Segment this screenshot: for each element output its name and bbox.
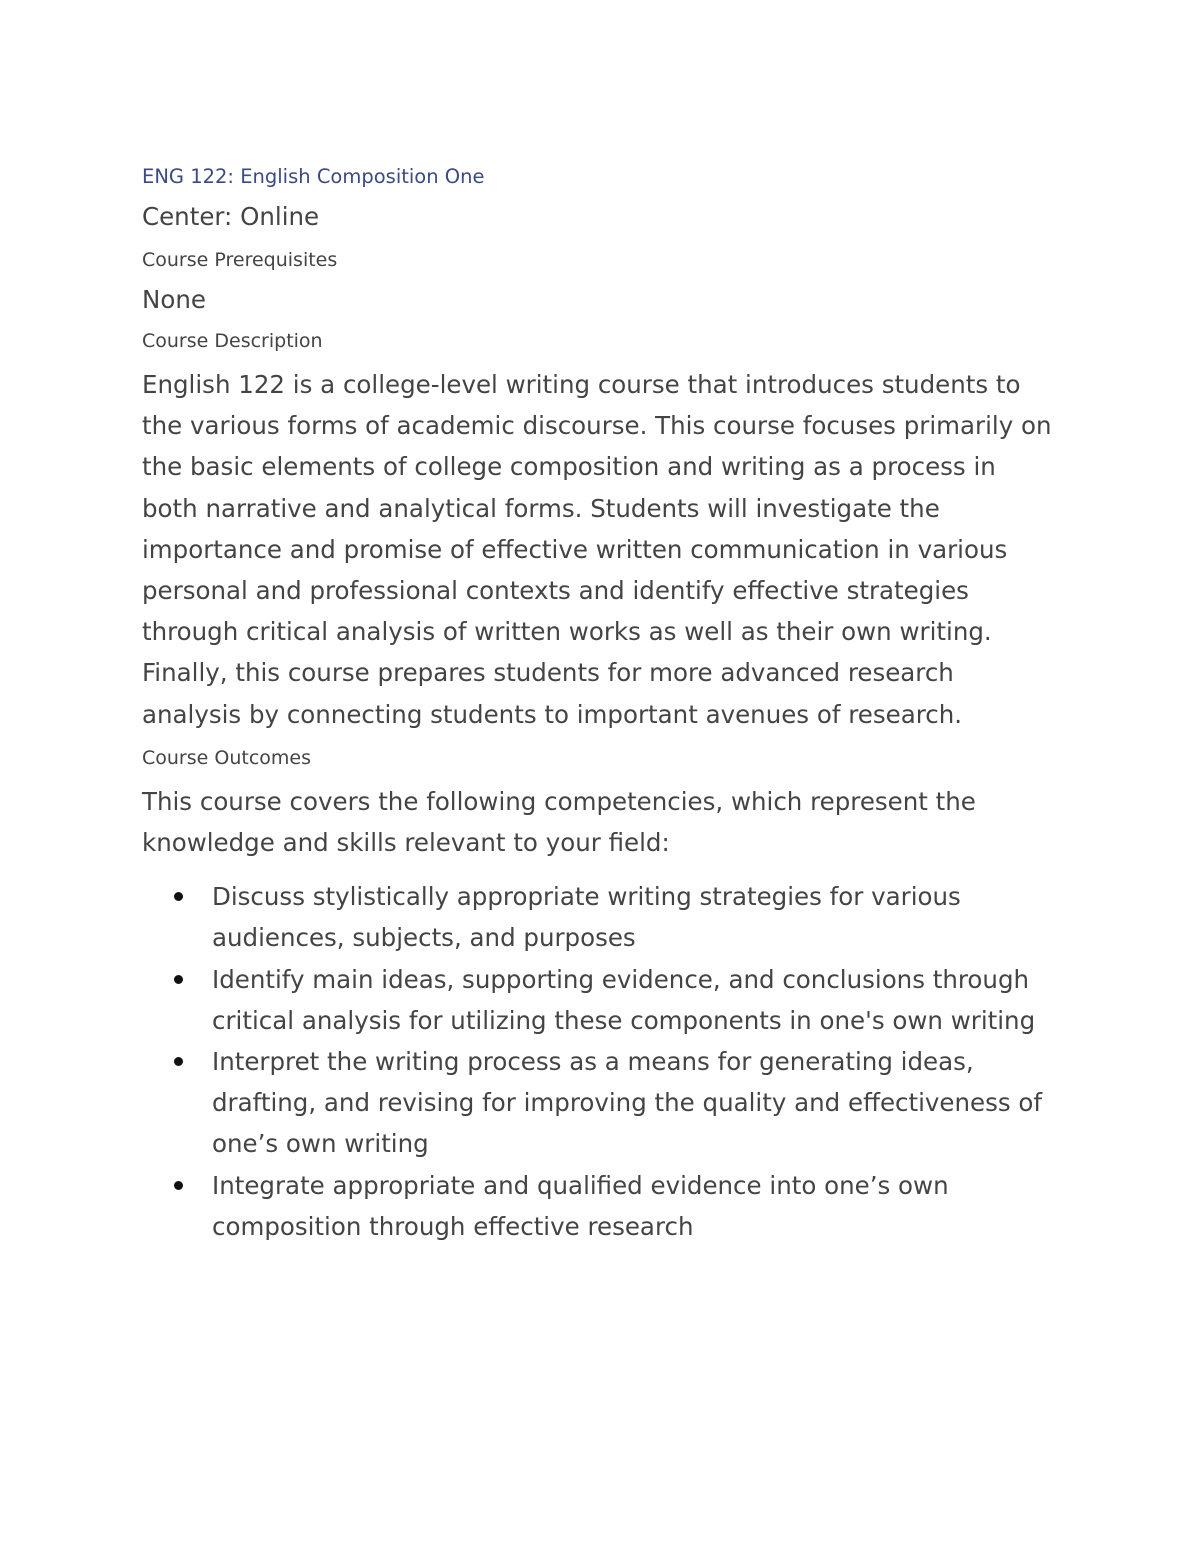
outcome-item: [142, 1165, 1062, 1247]
bullet-icon: [174, 1181, 183, 1190]
course-title: ENG 122: English Composition One: [142, 165, 485, 188]
document-page: [142, 163, 1062, 1247]
outcomes-heading: Course Outcomes: [142, 746, 311, 769]
bullet-icon: [174, 1057, 183, 1066]
outcome-text: Integrate appropriate and qualified evidence into one’s own composition through effective research: [212, 1170, 949, 1241]
outcomes-intro: This course covers the following competencies, which represent the knowledge and skills relevant to your field:: [142, 786, 976, 858]
bullet-icon: [174, 975, 183, 984]
outcome-text: Interpret the writing process as a means for generating ideas, drafting, and revising for improving the quality and effectiveness of one’s own writing: [212, 1047, 1043, 1159]
description-heading: Course Description: [142, 330, 323, 352]
outcome-item: [142, 1041, 1062, 1165]
outcomes-list: [142, 876, 1062, 1247]
outcome-item: [142, 959, 1062, 1041]
course-center: Center: Online: [142, 202, 320, 231]
outcome-item: [142, 876, 1062, 958]
outcome-text: Discuss stylistically appropriate writing strategies for various audiences, subjects, and purposes: [212, 882, 961, 953]
prerequisites-heading: Course Prerequisites: [142, 249, 338, 271]
bullet-icon: [174, 892, 183, 901]
prerequisites-value: None: [142, 285, 206, 314]
description-text: English 122 is a college-level writing course that introduces students to the various forms of academic discourse. This course focuses primarily on the basic elements of college composition and writing as a process in both narrative and analytical forms. Students will investigate the importance and promise of effective written communication in various personal and professional contexts and identify effective strategies through critical analysis of written works as well as their own writing. Finally, this course prepares students for more advanced research analysis by connecting students to important avenues of research.: [142, 370, 1052, 729]
outcome-text: Identify main ideas, supporting evidence, and conclusions through critical analysis for utilizing these components in one's own writing: [212, 964, 1036, 1035]
